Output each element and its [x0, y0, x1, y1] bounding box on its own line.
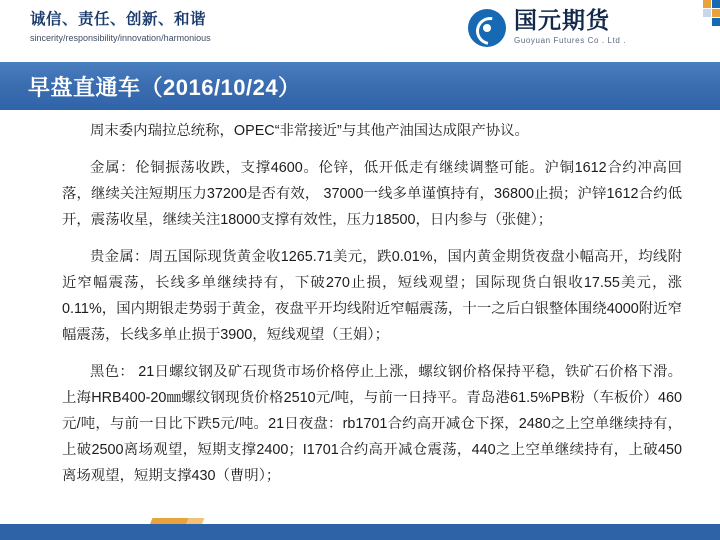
- body-paragraph: 贵金属：周五国际现货黄金收1265.71美元，跌0.01%，国内黄金期货夜盘小幅高开，均线附近窄幅震荡，长线多单继续持有，下破270止损，短线观望；国际现货白银收17.55美元，涨0.11%，国内期银走势弱于黄金，夜盘平开均线附近窄幅震荡，十一之后白银整体围绕4000附近窄幅震荡，长线多单止损于3900，短线观望（王娟）；: [62, 249, 682, 343]
- footer-bar: [0, 524, 720, 540]
- corner-square-5: [712, 18, 720, 26]
- slogan-chinese: 诚信、责任、创新、和谐: [30, 11, 207, 28]
- logo-name-english: Guoyuan Futures Co . Ltd .: [514, 36, 627, 45]
- logo-text: [514, 7, 626, 47]
- slide-body: [62, 118, 682, 518]
- page-title: 早盘直通车（2016/10/24）: [28, 75, 301, 100]
- body-paragraph: 金属：伦铜振荡收跌，支撑4600。伦锌，低开低走有继续调整可能。沪铜1612合约冲高回落，继续关注短期压力37200是否有效， 37000一线多单谨慎持有，36800止损；沪锌1612合约低开，震荡收星，继续关注18000支撑有效性，压力18500，日内参与（张健）；: [62, 160, 682, 228]
- corner-square-3: [703, 9, 711, 17]
- slide-header: [0, 0, 720, 62]
- slide-footer: [0, 518, 720, 540]
- corner-square-4: [712, 9, 720, 17]
- corner-square-1: [703, 0, 711, 8]
- logo-name-chinese: 国元期货: [514, 7, 610, 33]
- title-bar: [0, 62, 720, 110]
- body-paragraph: 周末委内瑞拉总统称，OPEC“非常接近”与其他产油国达成限产协议。: [90, 123, 529, 139]
- slogan-english: sincerity/responsibility/innovation/harmonious: [30, 33, 211, 43]
- swirl-dot-icon: [483, 24, 491, 32]
- corner-square-2: [712, 0, 720, 8]
- corner-squares-decoration: [702, 0, 720, 56]
- body-paragraph: 黑色： 21日螺纹钢及矿石现货市场价格停止上涨，螺纹钢价格保持平稳，铁矿石价格下滑。上海HRB400-20㎜螺纹钢现货价格2510元/吨，与前一日持平。青岛港61.5%PB粉（车板价）460元/吨，与前一日比下跌5元/吨。21日夜盘：rb1701合约高开减仓下探，2480之上空单继续持有，上破2500离场观望，短期支撑2400；I1701合约高开减仓震荡，440之上空单继续持有，上破450离场观望，短期支撑430（曹明）；: [62, 364, 682, 484]
- swirl-logo-icon: [468, 9, 506, 47]
- company-slogan: [30, 10, 410, 45]
- company-logo: [458, 0, 720, 56]
